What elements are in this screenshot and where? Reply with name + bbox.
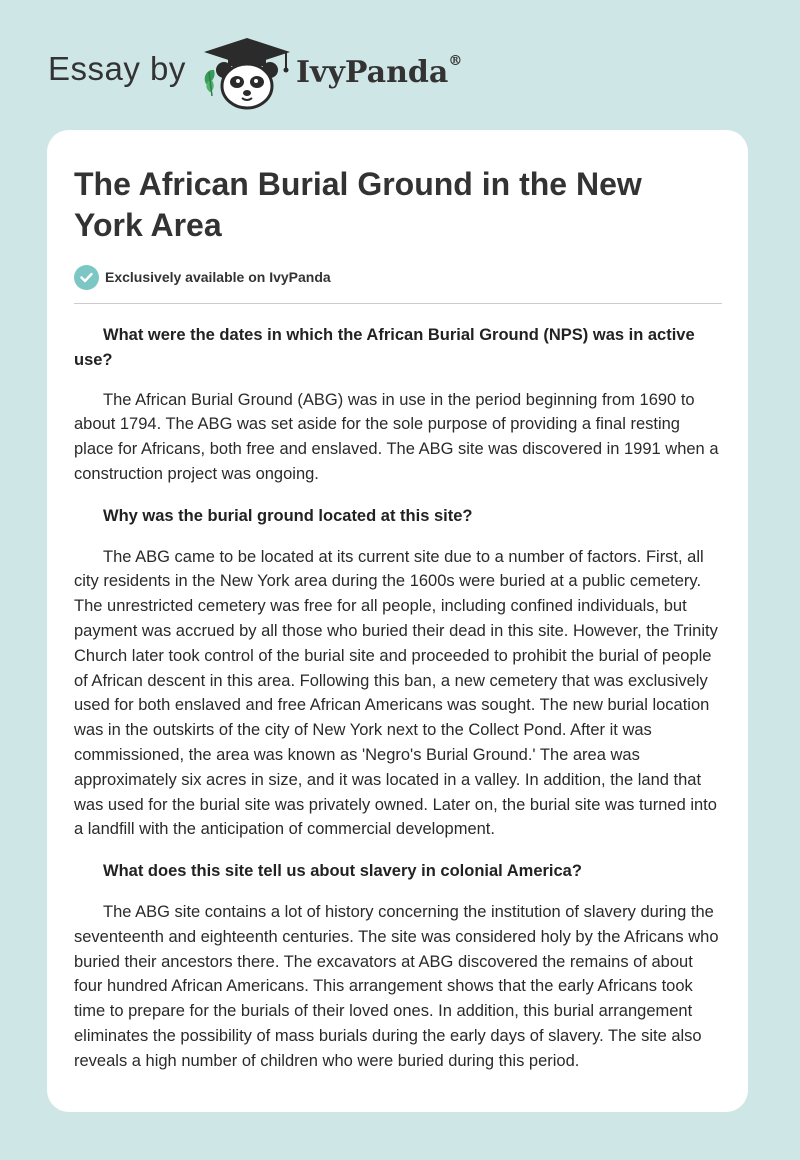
question-1: What were the dates in which the African Burial Ground (NPS) was in active use? — [74, 326, 695, 369]
panda-logo-icon[interactable] — [200, 36, 294, 110]
article-card — [47, 130, 748, 1112]
answer-1: The African Burial Ground (ABG) was in use in the period beginning from 1690 to about 1794. The ABG was set aside for the sole purpose of providing a final resting place for Africans, both free and enslaved. The ABG site was discovered in 1991 when a construction project was ongoing. — [74, 390, 719, 483]
answer-3: The ABG site contains a lot of history concerning the institution of slavery during the seventeenth and eighteenth centuries. The site was considered holy by the Africans who buried their ancestors there. The excavators at ABG discovered the remains of about four hundred African Americans. This arrangement shows that the early Africans took time to prepare for the burials of their loved ones. In addition, this burial arrangement eliminates the possibility of mass burials during the early days of slavery. The site also reveals a high number of children who were buried during this period. — [74, 902, 719, 1070]
article-body — [74, 318, 722, 1074]
registered-mark: ® — [448, 53, 463, 69]
page-title: The African Burial Ground in the New York Area — [74, 166, 642, 243]
exclusive-badge — [74, 264, 331, 290]
essay-by-label: Essay by — [48, 50, 186, 87]
site-header — [0, 0, 800, 130]
check-icon — [74, 265, 99, 290]
answer-2: The ABG came to be located at its current site due to a number of factors. First, all city residents in the New York area during the 1600s were buried at a public cemetery. The unrestricted cemetery was free for all people, including confined individuals, but payment was accrued by all those who buried their dead in this site. However, the Trinity Church later took control of the burial site and proceeded to prohibit the burial of people of African descent in this area. Following this ban, a new cemetery that was exclusively used for both enslaved and free African Americans was sought. The new burial location was in the outskirts of the city of New York next to the Collect Pond. After it was commissioned, the area was known as 'Negro's Burial Ground.' The area was approximately six acres in size, and it was located in a valley. In addition, the land that was used for the burial site was privately owned. Later on, the burial site was turned into a landfill with the anticipation of commercial development. — [74, 547, 718, 839]
divider — [74, 303, 722, 304]
question-2: Why was the burial ground located at this site? — [103, 506, 473, 525]
question-3: What does this site tell us about slavery in colonial America? — [103, 862, 582, 881]
badge-label: Exclusively available on IvyPanda — [105, 269, 331, 285]
brand-name[interactable]: IvyPanda® — [296, 53, 463, 90]
